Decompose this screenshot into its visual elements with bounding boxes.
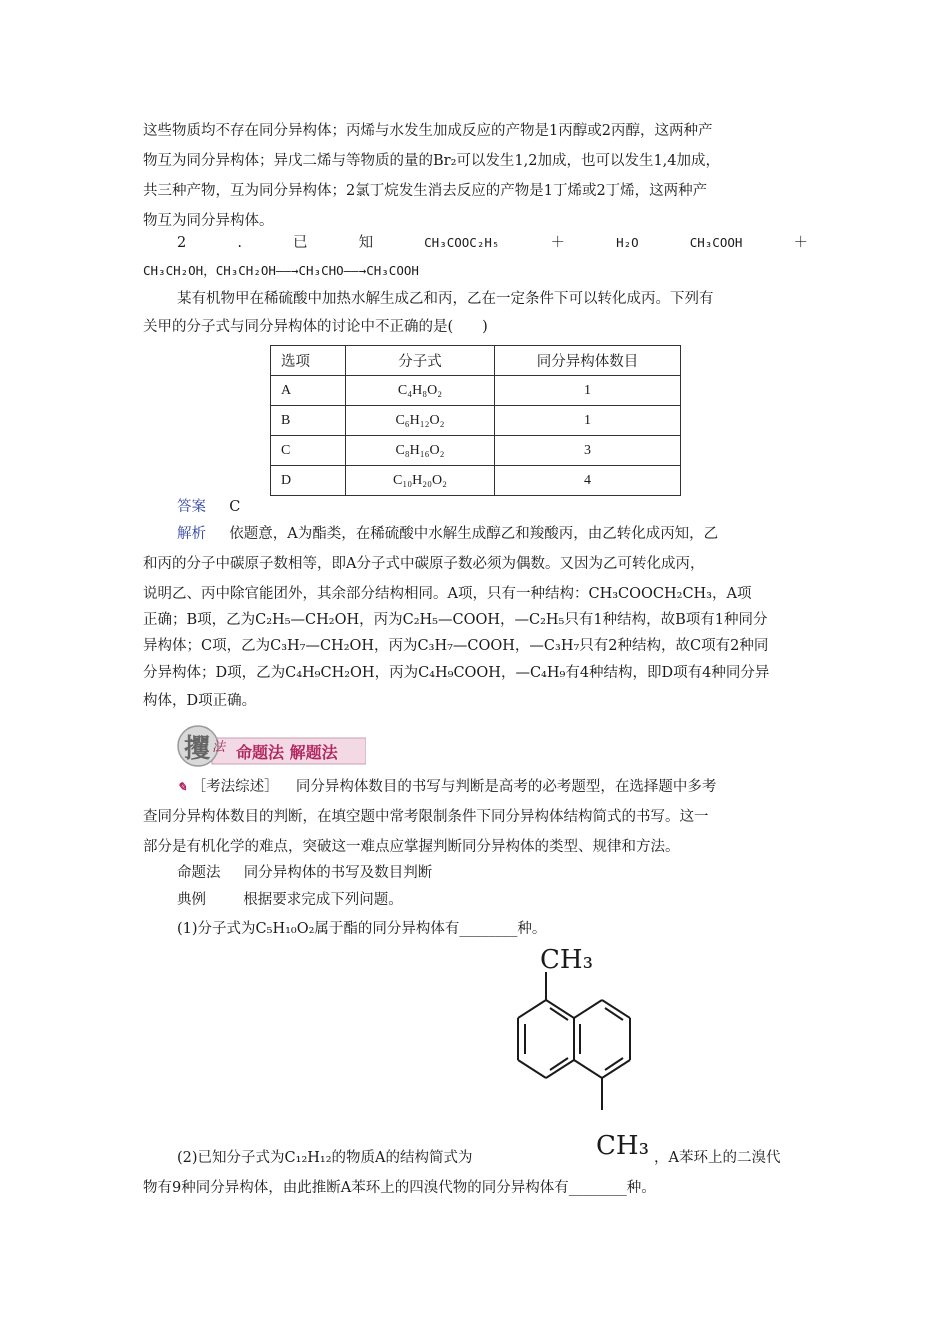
q2-reactant-ester: CH₃COOC₂H₅ bbox=[424, 235, 500, 250]
analysis-text-1: 依题意，A为酯类，在稀硫酸中水解生成醇乙和羧酸丙，由乙转化成丙知，乙 bbox=[229, 526, 719, 542]
cell-option: A bbox=[271, 376, 346, 406]
table-row bbox=[271, 436, 681, 466]
method-text: 同分异构体的书写及数目判断 bbox=[243, 865, 433, 881]
cell-formula: C₁₀H₂₀O₂ bbox=[346, 466, 495, 496]
header-option: 选项 bbox=[271, 346, 346, 376]
banner-badge-char: 攫 bbox=[184, 734, 211, 764]
q2-reactant-water: H₂O bbox=[616, 235, 639, 250]
analysis-label: 解析 bbox=[177, 526, 206, 542]
section-banner bbox=[176, 718, 366, 768]
methyl-top-label: CH₃ bbox=[540, 945, 593, 975]
example-line bbox=[177, 889, 808, 911]
analysis-line2: 和丙的分子中碳原子数相等，即A分子式中碳原子数必须为偶数。又因为乙可转化成丙， bbox=[143, 556, 705, 572]
para1-line2: 物互为同分异构体；异戊二烯与等物质的量的Br₂可以发生1,2加成，也可以发生1,4加成， bbox=[143, 153, 721, 169]
q2-stem-line1: 某有机物甲在稀硫酸中加热水解生成乙和丙，乙在一定条件下可以转化成丙。下列有 bbox=[177, 291, 714, 307]
para1-line1: 这些物质均不存在同分异构体；丙烯与水发生加成反应的产物是1丙醇或2丙醇，这两种产 bbox=[143, 123, 713, 139]
answer-line bbox=[177, 496, 808, 518]
answer-label: 答案 bbox=[177, 499, 206, 515]
cell-count: 1 bbox=[495, 406, 681, 436]
q2-stem-line2: 关甲的分子式与同分异构体的讨论中不正确的是( ) bbox=[143, 319, 488, 335]
cell-count: 4 bbox=[495, 466, 681, 496]
banner-badge-sub: 法 bbox=[212, 740, 226, 755]
banner-title: 命题法 解题法 bbox=[236, 743, 338, 762]
header-formula: 分子式 bbox=[346, 346, 495, 376]
table-row bbox=[271, 406, 681, 436]
q2-plus-1: ＋ bbox=[550, 235, 565, 251]
header-isomer-count: 同分异构体数目 bbox=[495, 346, 681, 376]
q2-word-zhi: 知 bbox=[358, 235, 374, 251]
q2-plus-2: ＋ bbox=[793, 235, 808, 251]
cell-option: C bbox=[271, 436, 346, 466]
example-text: 根据要求完成下列问题。 bbox=[243, 892, 403, 908]
method-label: 命题法 bbox=[177, 865, 221, 881]
table-row bbox=[271, 466, 681, 496]
q2-number: 2 bbox=[177, 235, 187, 251]
example-label: 典例 bbox=[177, 892, 206, 908]
method-line bbox=[177, 862, 808, 884]
q2-word-yi: 已 bbox=[293, 235, 308, 251]
overview-tag: ［考法综述］ bbox=[191, 779, 279, 795]
overview-text-1: 同分异构体数目的书写与判断是高考的必考题型，在选择题中多考 bbox=[295, 779, 717, 795]
cell-option: B bbox=[271, 406, 346, 436]
q2-dot: . bbox=[237, 235, 242, 251]
q2-product-acid: CH₃COOH bbox=[689, 235, 743, 250]
analysis-line5: 异构体；C项，乙为C₃H₇—CH₂OH，丙为C₃H₇—COOH，—C₃H₇只有2种结构，故C项有2种同 bbox=[143, 638, 769, 654]
sub-question-2-part-a: (2)已知分子式为C₁₂H₁₂的物质A的结构简式为 bbox=[177, 1150, 473, 1166]
table-row bbox=[271, 376, 681, 406]
overview-line2: 查同分异构体数目的判断，在填空题中常考限制条件下同分异构体结构简式的书写。这一 bbox=[143, 809, 709, 825]
cell-formula: C₄H₈O₂ bbox=[346, 376, 495, 406]
analysis-line1 bbox=[177, 523, 808, 545]
para1-line4: 物互为同分异构体。 bbox=[143, 213, 274, 229]
sub-question-1: (1)分子式为C₅H₁₀O₂属于酯的同分异构体有________种。 bbox=[177, 921, 547, 937]
overview-line1 bbox=[177, 776, 808, 798]
cell-formula: C₆H₁₂O₂ bbox=[346, 406, 495, 436]
overview-icon: ✎ bbox=[177, 780, 188, 794]
q2-line2: CH₃CH₂OH，CH₃CH₂OH——→CH₃CHO——→CH₃COOH bbox=[143, 263, 419, 278]
sub-question-2-part-b: ，A苯环上的二溴代 bbox=[654, 1150, 781, 1166]
methyl-bottom-label: CH₃ bbox=[596, 1131, 649, 1161]
overview-line3: 部分是有机化学的难点，突破这一难点应掌握判断同分异构体的类型、规律和方法。 bbox=[143, 839, 680, 855]
para1-line3: 共三种产物，互为同分异构体；2氯丁烷发生消去反应的产物是1丁烯或2丁烯，这两种产 bbox=[143, 183, 708, 199]
cell-count: 1 bbox=[495, 376, 681, 406]
dimethylnaphthalene-structure bbox=[500, 940, 670, 1170]
options-table bbox=[270, 345, 681, 496]
answer-value: C bbox=[229, 499, 241, 515]
cell-count: 3 bbox=[495, 436, 681, 466]
analysis-line6: 分异构体；D项，乙为C₄H₉CH₂OH，丙为C₄H₉COOH，—C₄H₉有4种结构，即D项有4种同分异 bbox=[143, 665, 770, 681]
analysis-line7: 构体，D项正确。 bbox=[143, 693, 257, 709]
cell-option: D bbox=[271, 466, 346, 496]
q2-line1 bbox=[177, 232, 808, 254]
cell-formula: C₈H₁₆O₂ bbox=[346, 436, 495, 466]
analysis-line3: 说明乙、丙中除官能团外，其余部分结构相同。A项，只有一种结构：CH₃COOCH₂CH₃，A项 bbox=[143, 586, 752, 602]
analysis-line4: 正确；B项，乙为C₂H₅—CH₂OH，丙为C₂H₅—COOH，—C₂H₅只有1种结构，故B项有1种同分 bbox=[143, 612, 768, 628]
table-header-row bbox=[271, 346, 681, 376]
sub-question-2-line2: 物有9种同分异构体，由此推断A苯环上的四溴代物的同分异构体有________种。 bbox=[143, 1180, 656, 1196]
